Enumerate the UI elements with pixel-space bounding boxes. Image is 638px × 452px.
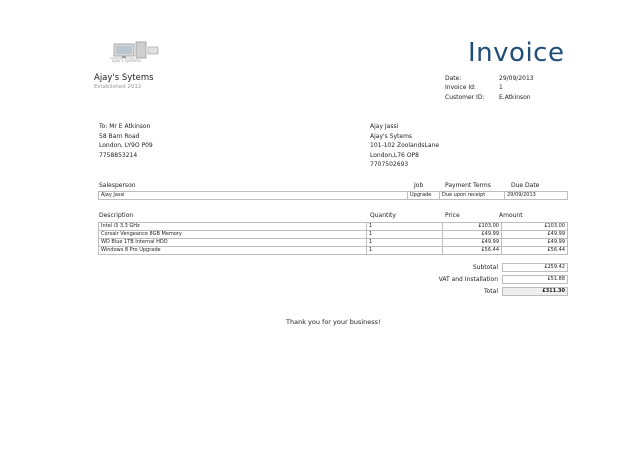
date-value: 29/09/2013	[499, 75, 534, 82]
invoice-id-value: 1	[499, 84, 503, 91]
item-description: Corsair Vengeance 8GB Memory	[99, 231, 367, 239]
item-price: £56.44	[443, 247, 502, 255]
item-amount: £103.00	[502, 223, 568, 231]
subtotal-box	[502, 263, 568, 272]
description-header: Description	[99, 212, 134, 219]
vat-box	[502, 275, 568, 284]
quantity-header: Quantity	[370, 212, 396, 219]
company-name: Ajay's Sytems	[94, 73, 154, 83]
logo-text: ajay's systems	[112, 58, 142, 63]
total-box	[502, 287, 568, 296]
bill-to-line: 7758853214	[99, 152, 138, 159]
bill-to-line: 58 Barn Road	[99, 133, 140, 140]
invoice-id-label: Invoice Id:	[445, 84, 476, 91]
item-quantity: 1	[367, 247, 443, 255]
date-label: Date:	[445, 75, 462, 82]
subtotal-value: £259.42	[503, 264, 568, 272]
item-description: WD Blue 1TB Internal HDD	[99, 239, 367, 247]
total-value: £311.30	[503, 288, 568, 296]
due-date-header: Due Date	[511, 182, 540, 189]
customer-id-label: Customer ID:	[445, 94, 485, 101]
invoice-title: Invoice	[468, 38, 565, 68]
vat-value: £51.88	[503, 276, 568, 284]
thank-you-text: Thank you for your business!	[286, 318, 381, 326]
price-header: Price	[445, 212, 460, 219]
item-quantity: 1	[367, 239, 443, 247]
item-amount: £49.99	[502, 231, 568, 239]
item-price: £49.99	[443, 231, 502, 239]
item-description: Intel i3 3.3 GHz	[99, 223, 367, 231]
item-description: Windows 8 Pro Upgrade	[99, 247, 367, 255]
table-row	[99, 223, 568, 231]
vat-label: VAT and Installation	[438, 276, 498, 283]
table-row	[99, 239, 568, 247]
from-line: 101-102 ZoolandsLane	[370, 142, 440, 149]
item-price: £49.99	[443, 239, 502, 247]
from-line: London,L76 OP8	[370, 152, 419, 159]
established-text: Established 2012	[94, 84, 142, 90]
salesperson-header: Salesperson	[99, 182, 136, 189]
bill-to-line: London, LY9O P09	[99, 142, 153, 149]
item-quantity: 1	[367, 223, 443, 231]
from-line: Ajay Jassi	[370, 123, 399, 130]
table-row	[99, 247, 568, 255]
due-date-cell: 29/09/2013	[505, 192, 568, 200]
payment-terms-header: Payment Terms	[445, 182, 491, 189]
table-row	[99, 192, 568, 200]
items-table	[98, 222, 568, 255]
item-quantity: 1	[367, 231, 443, 239]
bill-to-line: To: Mr E Atkinson	[99, 123, 151, 130]
from-line: 7707502693	[370, 161, 409, 168]
job-cell: Upgrade	[408, 192, 440, 200]
table-row	[99, 231, 568, 239]
payment-terms-cell: Due upon receipt	[440, 192, 505, 200]
item-amount: £56.44	[502, 247, 568, 255]
job-header: Job	[414, 182, 424, 189]
item-price: £103.00	[443, 223, 502, 231]
job-table	[98, 191, 568, 200]
subtotal-label: Subtotal	[472, 264, 498, 271]
amount-header: Amount	[499, 212, 523, 219]
item-amount: £49.99	[502, 239, 568, 247]
from-line: Ajay's Sytems	[370, 133, 413, 140]
customer-id-value: E.Atkinson	[499, 94, 531, 101]
salesperson-cell: Ajay Jassi	[99, 192, 408, 200]
total-label: Total	[483, 288, 498, 295]
